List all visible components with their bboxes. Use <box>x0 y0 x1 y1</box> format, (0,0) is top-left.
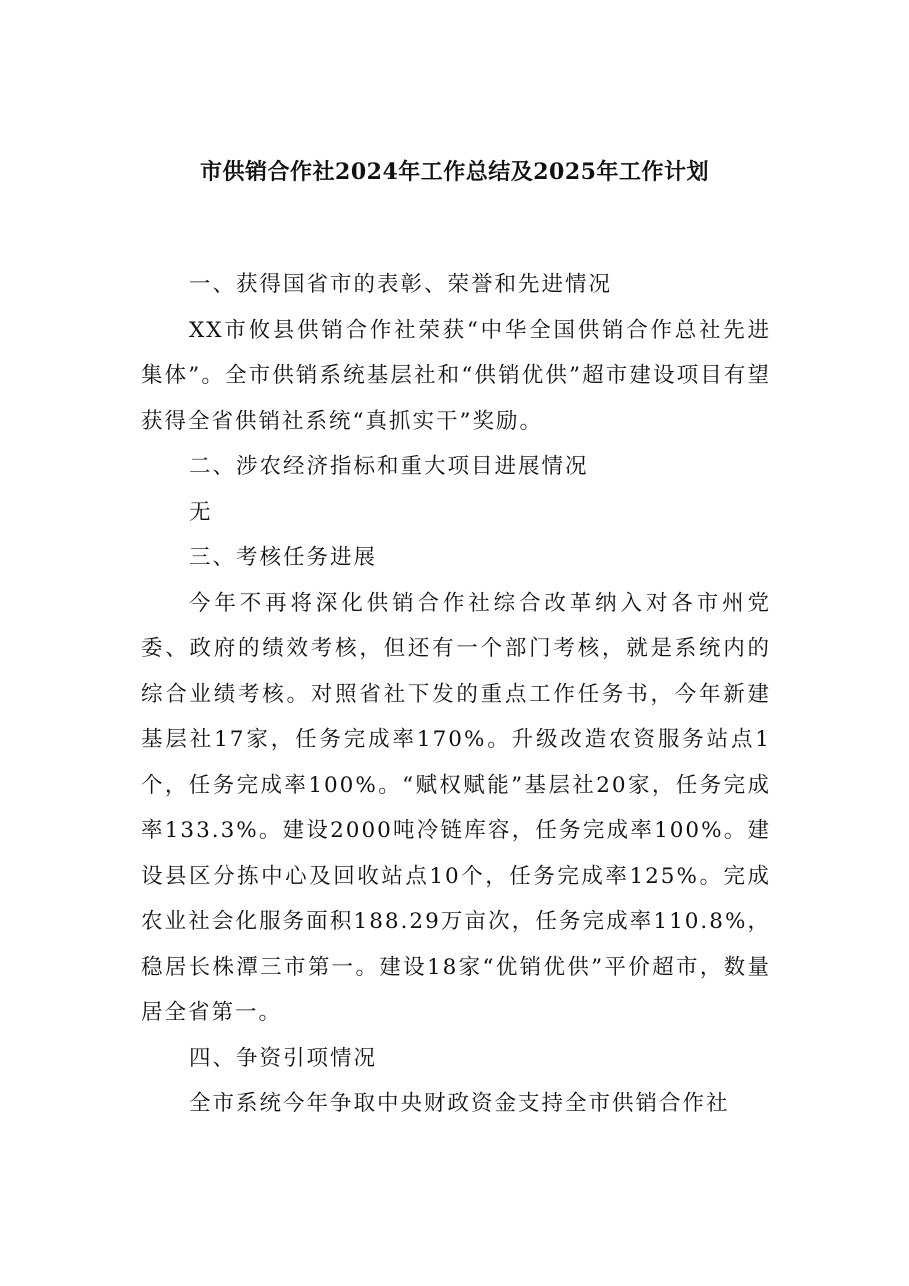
section-heading-assessment: 三、考核任务进展 <box>189 545 378 570</box>
section-heading-honors: 一、获得国省市的表彰、荣誉和先进情况 <box>189 272 613 297</box>
paragraph-none: 无 <box>189 499 213 525</box>
paragraph-assessment: 今年不再将深化供销合作社综合改革纳入对各市州党委、政府的绩效考核，但还有一个部门考核，就是系统内的综合业绩考核。对照省社下发的重点工作任务书，今年新建基层社17家，任务完成率170%。升级改造农资服务站点1个，任务完成率100%。“赋权赋能”基层社20家，任务完成率133.3%。建设2000吨冷链库容，任务完成率100%。建设县区分拣中心及回收站点10个，任务完成率125%。完成农业社会化服务面积188.29万亩次，任务完成率110.8%，稳居长株潭三市第一。建设18家“优销优供”平价超市，数量居全省第一。 <box>141 590 771 1025</box>
document-body <box>141 262 771 1127</box>
section-heading-funding: 四、争资引项情况 <box>189 1045 378 1071</box>
document-title: 市供销合作社2024年工作总结及2025年工作计划 <box>200 159 709 185</box>
section-heading-economic-indicators: 二、涉农经济指标和重大项目进展情况 <box>189 454 589 479</box>
paragraph-honors: XX市攸县供销合作社荣获“中华全国供销合作总社先进集体”。全市供销系统基层社和“供销优供”超市建设项目有望获得全省供销社系统“真抓实干”奖励。 <box>141 317 771 434</box>
paragraph-funding: 全市系统今年争取中央财政资金支持全市供销合作社 <box>189 1091 730 1116</box>
